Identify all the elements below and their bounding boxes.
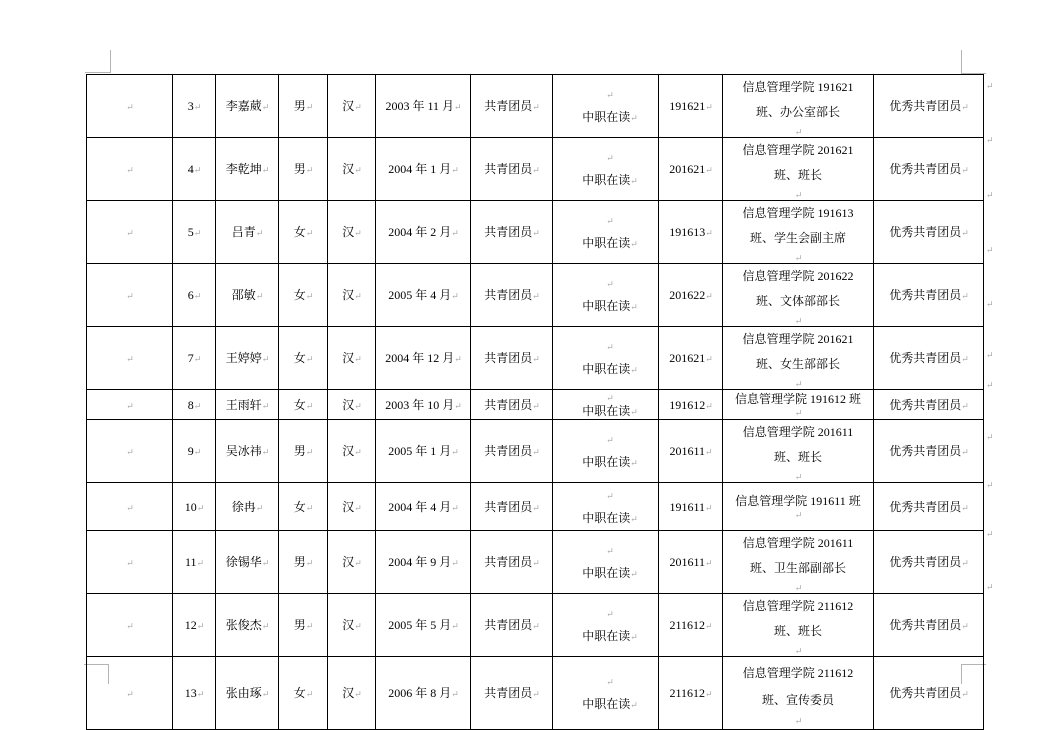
pilcrow-mark: ↵ [305,354,313,364]
pilcrow-mark: ↵ [305,291,313,301]
pilcrow-mark: ↵ [193,228,201,238]
pilcrow-mark: ↵ [532,400,539,411]
cell-college-position[interactable]: 信息管理学院 201621 班、女生部部长 ↵ [723,327,874,390]
cell-political-status[interactable]: 共青团员↵ [471,531,553,594]
cell-political-status[interactable]: 共青团员↵ [471,138,553,201]
pilcrow-mark: ↵ [126,502,133,513]
cell-award[interactable]: 优秀共青团员↵ [874,420,984,483]
cell-serial-number[interactable]: 10↵ [173,483,216,531]
pilcrow-mark: ↵ [794,127,802,137]
row-end-pilcrow-mark: ↵ [986,380,994,390]
cell-college-position[interactable]: 信息管理学院 191611 班 ↵ [723,483,874,531]
pilcrow-mark: ↵ [354,354,361,364]
row-end-pilcrow-mark: ↵ [986,582,994,592]
cell-political-status[interactable]: 共青团员↵ [471,201,553,264]
pilcrow-mark: ↵ [630,632,637,642]
cell-class-number[interactable]: 201611↵ [659,531,723,594]
pilcrow-mark: ↵ [193,102,201,112]
pilcrow-mark: ↵ [451,165,458,175]
cell-study-status[interactable]: ↵ 中职在读↵ [553,264,659,327]
pilcrow-mark: ↵ [532,102,539,112]
cell-gender[interactable]: 女↵ [279,327,328,390]
pilcrow-mark: ↵ [961,502,968,513]
pilcrow-mark: ↵ [606,435,613,445]
pilcrow-mark: ↵ [961,165,968,175]
cell-birth-date[interactable]: 2003 年 11 月↵ [376,75,471,138]
row-end-pilcrow-mark: ↵ [986,190,994,200]
row-end-pilcrow-mark: ↵ [986,529,994,539]
pilcrow-mark: ↵ [354,165,361,175]
pilcrow-mark: ↵ [961,291,968,301]
cell-study-status[interactable]: ↵ 中职在读↵ [553,483,659,531]
pilcrow-mark: ↵ [354,102,361,112]
pilcrow-mark: ↵ [532,447,539,457]
cell-student-name[interactable]: 徐锡华↵ [216,531,279,594]
cell-empty[interactable] [87,327,173,390]
pilcrow-mark: ↵ [705,689,712,699]
pilcrow-mark: ↵ [126,689,133,699]
pilcrow-mark: ↵ [255,228,263,238]
pilcrow-mark: ↵ [705,400,712,411]
cell-award[interactable]: 优秀共青团员↵ [874,264,984,327]
cell-study-status[interactable]: ↵ 中职在读↵ [553,75,659,138]
row-end-pilcrow-mark: ↵ [986,350,994,360]
cell-birth-date[interactable]: 2005 年 4 月↵ [376,264,471,327]
pilcrow-mark: ↵ [354,502,361,513]
pilcrow-mark: ↵ [630,365,637,375]
cell-class-number[interactable]: 201622↵ [659,264,723,327]
pilcrow-mark: ↵ [794,509,802,520]
pilcrow-mark: ↵ [606,546,613,556]
cell-gender[interactable]: 女↵ [279,264,328,327]
cell-empty[interactable] [87,201,173,264]
pilcrow-mark: ↵ [630,176,637,186]
pilcrow-mark: ↵ [354,228,361,238]
cell-award[interactable]: 优秀共青团员↵ [874,657,984,730]
cell-political-status[interactable]: 共青团员↵ [471,594,553,657]
pilcrow-mark: ↵ [305,165,313,175]
pilcrow-mark: ↵ [193,447,201,457]
cell-serial-number[interactable]: 5↵ [173,201,216,264]
cell-empty[interactable] [87,531,173,594]
cell-birth-date[interactable]: 2004 年 12 月↵ [376,327,471,390]
pilcrow-mark: ↵ [354,291,361,301]
cell-ethnicity[interactable]: 汉↵ [328,201,376,264]
cell-serial-number[interactable]: 3↵ [173,75,216,138]
pilcrow-mark: ↵ [532,621,539,631]
cell-ethnicity[interactable]: 汉↵ [328,75,376,138]
cell-empty[interactable] [87,390,173,420]
pilcrow-mark: ↵ [630,113,637,123]
cell-political-status[interactable]: 共青团员↵ [471,483,553,531]
cell-serial-number[interactable]: 7↵ [173,327,216,390]
student-award-table [86,74,984,730]
table-row [87,264,984,327]
cell-empty[interactable] [87,483,173,531]
cell-empty[interactable] [87,420,173,483]
pilcrow-mark: ↵ [532,228,539,238]
cell-political-status[interactable]: 共青团员↵ [471,264,553,327]
cell-class-number[interactable]: 191611↵ [659,483,723,531]
cell-serial-number[interactable]: 6↵ [173,264,216,327]
cell-birth-date[interactable]: 2005 年 5 月↵ [376,594,471,657]
table-row [87,201,984,264]
table-row [87,75,984,138]
pilcrow-mark: ↵ [630,569,637,579]
pilcrow-mark: ↵ [794,583,802,593]
cell-college-position[interactable]: 信息管理学院 201622 班、文体部部长 ↵ [723,264,874,327]
table-row [87,420,984,483]
pilcrow-mark: ↵ [532,502,539,513]
pilcrow-mark: ↵ [630,513,637,524]
cell-serial-number[interactable]: 4↵ [173,138,216,201]
pilcrow-mark: ↵ [451,621,458,631]
pilcrow-mark: ↵ [961,689,968,699]
cell-gender[interactable]: 女↵ [279,483,328,531]
pilcrow-mark: ↵ [630,458,637,468]
row-end-pilcrow-mark: ↵ [986,432,994,442]
pilcrow-mark: ↵ [794,190,802,200]
cell-class-number[interactable]: 201611↵ [659,420,723,483]
pilcrow-mark: ↵ [261,621,269,631]
cell-class-number[interactable]: 201621↵ [659,327,723,390]
pilcrow-mark: ↵ [126,447,133,457]
cell-student-name[interactable]: 李乾坤↵ [216,138,279,201]
pilcrow-mark: ↵ [606,153,613,163]
pilcrow-mark: ↵ [705,558,712,568]
pilcrow-mark: ↵ [606,342,613,352]
pilcrow-mark: ↵ [794,379,802,389]
cell-political-status[interactable]: 共青团员↵ [471,327,553,390]
cell-birth-date[interactable]: 2003 年 10 月↵ [376,390,471,420]
pilcrow-mark: ↵ [606,490,613,501]
cell-award[interactable]: 优秀共青团员↵ [874,201,984,264]
pilcrow-mark: ↵ [532,291,539,301]
pilcrow-mark: ↵ [261,400,269,411]
cell-empty[interactable] [87,594,173,657]
cell-award[interactable]: 优秀共青团员↵ [874,390,984,420]
pilcrow-mark: ↵ [354,621,361,631]
pilcrow-mark: ↵ [961,354,968,364]
cell-empty[interactable] [87,264,173,327]
table-row [87,531,984,594]
cell-political-status[interactable]: 共青团员↵ [471,657,553,730]
pilcrow-mark: ↵ [261,165,269,175]
cell-empty[interactable] [87,75,173,138]
pilcrow-mark: ↵ [126,558,133,568]
cell-student-name[interactable]: 李嘉葳↵ [216,75,279,138]
cell-study-status[interactable]: ↵ 中职在读↵ [553,420,659,483]
cell-empty[interactable] [87,138,173,201]
cell-student-name[interactable]: 吴冰祎↵ [216,420,279,483]
margin-corner-mark-top-left [85,50,111,73]
pilcrow-mark: ↵ [451,502,458,513]
cell-class-number[interactable]: 211612↵ [659,657,723,730]
cell-student-name[interactable]: 张俊杰↵ [216,594,279,657]
pilcrow-mark: ↵ [794,253,802,263]
pilcrow-mark: ↵ [705,228,712,238]
pilcrow-mark: ↵ [454,354,461,364]
pilcrow-mark: ↵ [630,302,637,312]
cell-ethnicity[interactable]: 汉↵ [328,657,376,730]
cell-gender[interactable]: 女↵ [279,390,328,420]
cell-gender[interactable]: 男↵ [279,75,328,138]
pilcrow-mark: ↵ [193,400,201,411]
cell-gender[interactable]: 女↵ [279,657,328,730]
cell-award[interactable]: 优秀共青团员↵ [874,75,984,138]
cell-gender[interactable]: 女↵ [279,201,328,264]
pilcrow-mark: ↵ [126,228,133,238]
cell-college-position[interactable]: 信息管理学院 191612 班 ↵ [723,390,874,420]
cell-class-number[interactable]: 211612↵ [659,594,723,657]
pilcrow-mark: ↵ [606,677,613,687]
cell-college-position[interactable]: 信息管理学院 191621 班、办公室部长 ↵ [723,75,874,138]
pilcrow-mark: ↵ [606,609,613,619]
cell-study-status[interactable]: ↵ 中职在读↵ [553,657,659,730]
pilcrow-mark: ↵ [705,502,712,513]
margin-corner-mark-top-right [961,50,986,74]
pilcrow-mark: ↵ [354,689,361,699]
table-row [87,483,984,531]
cell-college-position[interactable]: 信息管理学院 211612 班、班长 ↵ [723,594,874,657]
pilcrow-mark: ↵ [261,689,269,699]
cell-college-position[interactable]: 信息管理学院 201611 班、卫生部副部长 ↵ [723,531,874,594]
pilcrow-mark: ↵ [705,102,712,112]
pilcrow-mark: ↵ [606,279,613,289]
pilcrow-mark: ↵ [193,354,201,364]
cell-birth-date[interactable]: 2004 年 4 月↵ [376,483,471,531]
row-end-pilcrow-mark: ↵ [986,480,994,490]
cell-birth-date[interactable]: 2005 年 1 月↵ [376,420,471,483]
pilcrow-mark: ↵ [630,406,637,417]
pilcrow-mark: ↵ [532,689,539,699]
pilcrow-mark: ↵ [305,558,313,568]
cell-gender[interactable]: 男↵ [279,138,328,201]
cell-ethnicity[interactable]: 汉↵ [328,531,376,594]
cell-class-number[interactable]: 201621↵ [659,138,723,201]
cell-student-name[interactable]: 邵敏↵ [216,264,279,327]
cell-birth-date[interactable]: 2006 年 8 月↵ [376,657,471,730]
cell-study-status[interactable]: ↵ 中职在读↵ [553,201,659,264]
cell-award[interactable]: 优秀共青团员↵ [874,327,984,390]
cell-class-number[interactable]: 191612↵ [659,390,723,420]
pilcrow-mark: ↵ [630,239,637,249]
pilcrow-mark: ↵ [305,502,313,513]
pilcrow-mark: ↵ [451,228,458,238]
cell-college-position[interactable]: 信息管理学院 201611 班、班长 ↵ [723,420,874,483]
pilcrow-mark: ↵ [705,447,712,457]
table-row [87,138,984,201]
cell-ethnicity[interactable]: 汉↵ [328,483,376,531]
pilcrow-mark: ↵ [532,354,539,364]
pilcrow-mark: ↵ [532,165,539,175]
pilcrow-mark: ↵ [305,689,313,699]
pilcrow-mark: ↵ [961,558,968,568]
cell-ethnicity[interactable]: 汉↵ [328,420,376,483]
pilcrow-mark: ↵ [606,392,613,403]
pilcrow-mark: ↵ [794,646,802,656]
cell-political-status[interactable]: 共青团员↵ [471,390,553,420]
pilcrow-mark: ↵ [261,102,269,112]
cell-award[interactable]: 优秀共青团员↵ [874,138,984,201]
pilcrow-mark: ↵ [354,447,361,457]
pilcrow-mark: ↵ [255,502,263,513]
pilcrow-mark: ↵ [705,354,712,364]
cell-serial-number[interactable]: 8↵ [173,390,216,420]
cell-serial-number[interactable]: 11↵ [173,531,216,594]
cell-birth-date[interactable]: 2004 年 9 月↵ [376,531,471,594]
pilcrow-mark: ↵ [261,558,269,568]
cell-gender[interactable]: 男↵ [279,420,328,483]
pilcrow-mark: ↵ [794,407,802,418]
pilcrow-mark: ↵ [126,400,133,411]
pilcrow-mark: ↵ [196,502,204,513]
cell-class-number[interactable]: 191621↵ [659,75,723,138]
row-end-pilcrow-mark: ↵ [986,135,994,145]
cell-ethnicity[interactable]: 汉↵ [328,390,376,420]
pilcrow-mark: ↵ [961,102,968,112]
pilcrow-mark: ↵ [705,291,712,301]
pilcrow-mark: ↵ [305,102,313,112]
pilcrow-mark: ↵ [451,558,458,568]
cell-study-status[interactable]: ↵ 中职在读↵ [553,594,659,657]
pilcrow-mark: ↵ [305,447,313,457]
cell-award[interactable]: 优秀共青团员↵ [874,483,984,531]
pilcrow-mark: ↵ [126,354,133,364]
cell-study-status[interactable]: ↵ 中职在读↵ [553,327,659,390]
pilcrow-mark: ↵ [193,165,201,175]
cell-college-position[interactable]: 信息管理学院 211612 班、宣传委员 ↵ [723,657,874,730]
table-row [87,594,984,657]
pilcrow-mark: ↵ [196,558,204,568]
cell-study-status[interactable]: ↵ 中职在读↵ [553,531,659,594]
cell-serial-number[interactable]: 9↵ [173,420,216,483]
cell-student-name[interactable]: 徐冉↵ [216,483,279,531]
cell-student-name[interactable]: 张由琢↵ [216,657,279,730]
pilcrow-mark: ↵ [630,700,637,710]
pilcrow-mark: ↵ [126,102,133,112]
row-end-pilcrow-mark: ↵ [986,299,994,309]
pilcrow-mark: ↵ [454,102,461,112]
cell-study-status[interactable]: ↵ 中职在读↵ [553,138,659,201]
cell-ethnicity[interactable]: 汉↵ [328,327,376,390]
table-row [87,657,984,730]
pilcrow-mark: ↵ [193,291,201,301]
cell-ethnicity[interactable]: 汉↵ [328,138,376,201]
pilcrow-mark: ↵ [794,316,802,326]
pilcrow-mark: ↵ [705,621,712,631]
cell-birth-date[interactable]: 2004 年 1 月↵ [376,138,471,201]
cell-award[interactable]: 优秀共青团员↵ [874,594,984,657]
pilcrow-mark: ↵ [961,621,968,631]
pilcrow-mark: ↵ [261,447,269,457]
row-end-pilcrow-mark: ↵ [986,81,994,91]
pilcrow-mark: ↵ [305,228,313,238]
cell-gender[interactable]: 男↵ [279,594,328,657]
pilcrow-mark: ↵ [305,621,313,631]
pilcrow-mark: ↵ [261,354,269,364]
pilcrow-mark: ↵ [454,400,461,411]
cell-student-name[interactable]: 王婷婷↵ [216,327,279,390]
pilcrow-mark: ↵ [305,400,313,411]
pilcrow-mark: ↵ [126,621,133,631]
pilcrow-mark: ↵ [451,689,458,699]
cell-ethnicity[interactable]: 汉↵ [328,594,376,657]
pilcrow-mark: ↵ [255,291,263,301]
cell-student-name[interactable]: 吕青↵ [216,201,279,264]
pilcrow-mark: ↵ [961,447,968,457]
cell-award[interactable]: 优秀共青团员↵ [874,531,984,594]
cell-birth-date[interactable]: 2004 年 2 月↵ [376,201,471,264]
cell-class-number[interactable]: 191613↵ [659,201,723,264]
pilcrow-mark: ↵ [451,447,458,457]
pilcrow-mark: ↵ [705,165,712,175]
cell-student-name[interactable]: 王雨轩↵ [216,390,279,420]
pilcrow-mark: ↵ [126,165,133,175]
pilcrow-mark: ↵ [354,558,361,568]
pilcrow-mark: ↵ [126,291,133,301]
pilcrow-mark: ↵ [532,558,539,568]
cell-study-status[interactable]: ↵ 中职在读↵ [553,390,659,420]
cell-empty[interactable] [87,657,173,730]
row-end-pilcrow-mark: ↵ [986,245,994,255]
pilcrow-mark: ↵ [606,90,613,100]
pilcrow-mark: ↵ [196,621,204,631]
cell-college-position[interactable]: 信息管理学院 191613 班、学生会副主席 ↵ [723,201,874,264]
cell-gender[interactable]: 男↵ [279,531,328,594]
pilcrow-mark: ↵ [606,216,613,226]
pilcrow-mark: ↵ [794,716,802,726]
cell-college-position[interactable]: 信息管理学院 201621 班、班长 ↵ [723,138,874,201]
pilcrow-mark: ↵ [451,291,458,301]
pilcrow-mark: ↵ [961,228,968,238]
cell-serial-number[interactable]: 12↵ [173,594,216,657]
cell-serial-number[interactable]: 13↵ [173,657,216,730]
cell-political-status[interactable]: 共青团员↵ [471,75,553,138]
pilcrow-mark: ↵ [196,689,204,699]
pilcrow-mark: ↵ [794,472,802,482]
pilcrow-mark: ↵ [961,400,968,411]
pilcrow-mark: ↵ [354,400,361,411]
cell-political-status[interactable]: 共青团员↵ [471,420,553,483]
cell-ethnicity[interactable]: 汉↵ [328,264,376,327]
table-row [87,390,984,420]
table-row [87,327,984,390]
